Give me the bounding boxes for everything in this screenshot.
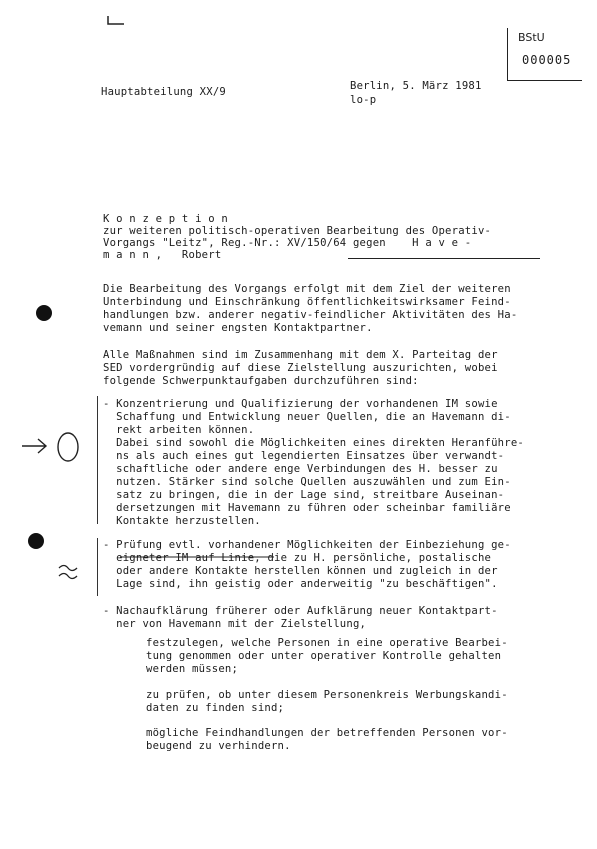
place-date: Berlin, 5. März 1981 (350, 80, 482, 92)
text-line: vemann und seiner engsten Kontaktpartner. (103, 322, 373, 334)
text-line: Schaffung und Entwicklung neuer Quellen, die an Havemann di- (103, 411, 511, 423)
text-line: handlungen bzw. anderer negativ-feindlicher Aktivitäten des Ha- (103, 309, 518, 321)
reference: lo-p (350, 94, 377, 106)
margin-bracket (97, 396, 98, 524)
text-line: werden müssen; (146, 663, 239, 675)
archive-stamp (507, 28, 582, 81)
arrow-annotation-icon (20, 428, 90, 468)
stamp-agency: BStU (518, 31, 545, 44)
title-line-4: m a n n , Robert (103, 249, 222, 261)
text-line: SED vordergründig auf diese Zielstellung auszurichten, wobei (103, 362, 498, 374)
text-line: nutzen. Stärker sind solche Quellen auszuwählen und zum Ein- (103, 476, 511, 488)
department: Hauptabteilung XX/9 (101, 86, 226, 98)
text-line: Die Bearbeitung des Vorgangs erfolgt mit dem Ziel der weiteren (103, 283, 511, 295)
text-line: mögliche Feindhandlungen der betreffenden Personen vor- (146, 727, 508, 739)
punch-hole-mark (28, 533, 44, 549)
text-line: - Konzentrierung und Qualifizierung der vorhandenen IM sowie (103, 398, 498, 410)
text-line: beugend zu verhindern. (146, 740, 291, 752)
punch-hole-mark (36, 305, 52, 321)
text-line: ns als auch eines gut legendierten Einsatzes über verwandt- (103, 450, 505, 462)
squiggle-annotation-icon (56, 560, 80, 584)
strikethrough-mark (118, 554, 278, 560)
text-line: tung genommen oder unter operativer Kontrolle gehalten (146, 650, 502, 662)
text-line: - Prüfung evtl. vorhandener Möglichkeiten der Einbeziehung ge- (103, 539, 511, 551)
title-line-2: zur weiteren politisch-operativen Bearbeitung des Operativ- (103, 225, 492, 237)
text-line: Alle Maßnahmen sind im Zusammenhang mit dem X. Parteitag der (103, 349, 498, 361)
title-line-1: K o n z e p t i o n (103, 213, 228, 225)
text-line: daten zu finden sind; (146, 702, 285, 714)
text-line: satz zu bringen, die in der Lage sind, streitbare Auseinan- (103, 489, 505, 501)
text-line: Kontakte herzustellen. (103, 515, 261, 527)
text-line: zu prüfen, ob unter diesem Personenkreis Werbungskandi- (146, 689, 508, 701)
text-line: schaftliche oder andere enge Verbindungen des H. besser zu (103, 463, 498, 475)
margin-bracket (97, 538, 98, 596)
text-line: dersetzungen mit Havemann zu führen oder scheinbar familiäre (103, 502, 511, 514)
text-line: oder andere Kontakte herstellen können und zugleich in der (103, 565, 498, 577)
text-line: Unterbindung und Einschränkung öffentlichkeitswirksamer Feind- (103, 296, 511, 308)
text-line: eigneter IM auf Linie, die zu H. persönliche, postalische (103, 552, 492, 564)
title-underline (348, 258, 540, 259)
text-line: folgende Schwerpunktaufgaben durchzuführen sind: (103, 375, 419, 387)
text-line: ner von Havemann mit der Zielstellung, (103, 618, 367, 630)
text-line: festzulegen, welche Personen in eine operative Bearbei- (146, 637, 508, 649)
title-line-3: Vorgangs "Leitz", Reg.-Nr.: XV/150/64 gegen H a v e - (103, 237, 472, 249)
text-line: rekt arbeiten können. (103, 424, 255, 436)
text-line: - Nachaufklärung früherer oder Aufklärung neuer Kontaktpart- (103, 605, 498, 617)
corner-mark (106, 14, 128, 28)
stamp-number: 000005 (522, 53, 572, 67)
text-line: Lage sind, ihn geistig oder anderweitig "zu beschäftigen". (103, 578, 498, 590)
text-line: Dabei sind sowohl die Möglichkeiten eines direkten Heranführe- (103, 437, 524, 449)
